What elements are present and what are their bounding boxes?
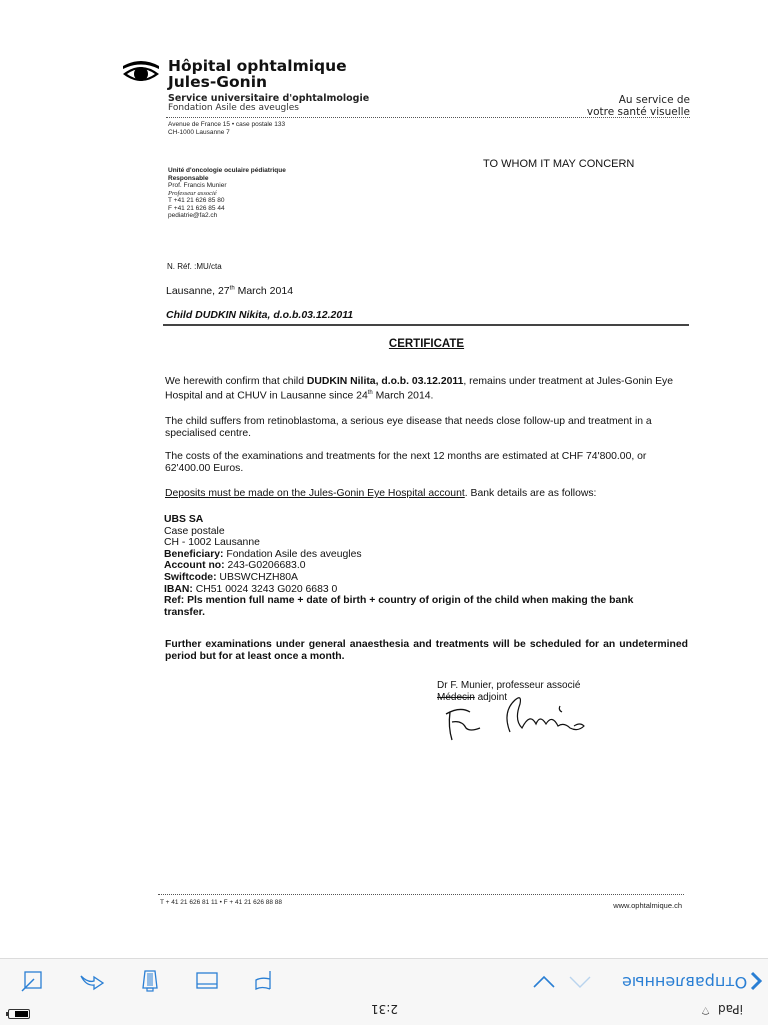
- folder-icon[interactable]: [195, 969, 219, 993]
- p1-bold: DUDKIN Nilita, d.o.b. 03.12.2011: [306, 376, 464, 387]
- unit-fax: F +41 21 626 85 44: [168, 204, 225, 212]
- beneficiary-value: Fondation Asile des aveugles: [223, 548, 362, 560]
- hospital-name: [168, 58, 347, 90]
- unit-role: Responsable: [168, 174, 209, 182]
- bank-name: UBS SA: [164, 514, 204, 525]
- date-prefix: Lausanne, 27: [166, 285, 230, 297]
- chevron-up-icon[interactable]: [532, 969, 556, 993]
- unit-contact-block: [168, 167, 286, 220]
- status-time: 2:31: [371, 1002, 398, 1016]
- paragraph-diagnosis: The child suffers from retinoblastoma, a serious eye disease that needs close follow-up and treatment in a specialised centre.: [165, 416, 652, 439]
- signatory-name: Dr F. Munier, professeur associé: [437, 680, 581, 691]
- wifi-icon: ⌔: [700, 1004, 712, 1018]
- date-sup: th: [229, 285, 235, 292]
- reference-number: N. Réf. :MU/cta: [167, 262, 222, 271]
- hospital-foundation: Fondation Asile des aveugles: [168, 103, 299, 113]
- p4-underlined: Deposits must be made on the Jules-Gonin Eye Hospital account: [165, 488, 465, 499]
- subject-rule: [163, 324, 689, 326]
- hospital-name-line2: Jules-Gonin: [168, 73, 268, 91]
- reply-icon[interactable]: [80, 969, 104, 993]
- compose-icon[interactable]: [20, 969, 44, 993]
- p4-rest: . Bank details are as follows:: [464, 488, 597, 499]
- header-divider: [166, 117, 690, 118]
- unit-title: Professeur associé: [168, 189, 217, 197]
- address-line2: CH-1000 Lausanne 7: [168, 129, 230, 136]
- swift-value: UBSWCHZH80A: [216, 571, 298, 583]
- bank-beneficiary: [164, 549, 664, 561]
- address-line1: Avenue de France 15 • case postale 133: [168, 121, 286, 128]
- bank-iban: [164, 584, 664, 596]
- iban-value: CH51 0024 3243 G020 6683 0: [192, 583, 338, 595]
- flag-icon[interactable]: [252, 969, 276, 993]
- p1-text-a: We herewith confirm that child: [165, 376, 307, 387]
- beneficiary-label: Beneficiary:: [164, 548, 224, 560]
- paragraph-costs: The costs of the examinations and treatments for the next 12 months are estimated at CHF 74'800.00, or 62'400.00 Euros.: [165, 451, 647, 474]
- swift-label: Swiftcode:: [164, 571, 217, 583]
- bank-line2: Case postale: [164, 525, 225, 537]
- bank-swift: [164, 572, 664, 584]
- unit-person: Prof. Francis Munier: [168, 182, 227, 189]
- chevron-down-icon[interactable]: [568, 969, 592, 993]
- struck-word: Médecin: [437, 691, 475, 703]
- unit-email: pediatrie@fa2.ch: [168, 212, 218, 219]
- bank-account: [164, 560, 664, 572]
- tagline-line2: votre santé visuelle: [586, 106, 690, 118]
- p1-text-b: , remains under treatment at Jules-Gonin Eye Hospital and at CHUV in Lausanne since 24: [165, 376, 674, 401]
- account-label: Account no:: [164, 560, 225, 572]
- footer-website: www.ophtalmique.ch: [613, 901, 682, 910]
- hospital-name-line1: Hôpital ophtalmique: [168, 57, 347, 75]
- hospital-subtitle: Service universitaire d'ophtalmologie: [168, 93, 370, 104]
- unit-name: Unité d'oncologie oculaire pédiatrique: [168, 167, 286, 174]
- paragraph-deposits: [165, 488, 688, 500]
- paragraph-further: Further examinations under general anaesthesia and treatments will be scheduled for an undetermined period but for at least once a month.: [165, 639, 688, 662]
- paragraph-confirmation: [165, 376, 688, 401]
- hospital-address: [168, 121, 285, 137]
- unit-phone: T +41 21 626 85 80: [168, 197, 225, 204]
- handwritten-signature: [440, 692, 600, 742]
- footer-divider: [158, 894, 684, 895]
- subject-line: Child DUDKIN Nikita, d.o.b.03.12.2011: [166, 309, 354, 321]
- footer-phones: T + 41 21 626 81 11 • F + 41 21 626 88 88: [160, 899, 283, 906]
- trash-icon[interactable]: [138, 969, 162, 993]
- date-suffix: March 2014: [234, 285, 294, 297]
- iban-label: IBAN:: [164, 583, 193, 595]
- p1-text-c: March 2014.: [372, 389, 434, 401]
- eye-logo-icon: [121, 58, 161, 88]
- bank-details: [164, 514, 664, 618]
- bank-line3: CH - 1002 Lausanne: [164, 537, 260, 549]
- back-chevron-icon[interactable]: [744, 969, 768, 993]
- battery-icon: [8, 1009, 30, 1019]
- status-device: iPad: [718, 1002, 744, 1016]
- recipient-line: TO WHOM IT MAY CONCERN: [483, 158, 635, 170]
- tagline-line1: Au service de: [618, 94, 690, 106]
- letter-date: [166, 285, 293, 297]
- role-rest: adjoint: [474, 691, 508, 703]
- account-value: 243-G0206683.0: [224, 560, 306, 572]
- back-mailbox-label[interactable]: Отправленные: [622, 973, 748, 992]
- bank-ref: Ref: Pls mention full name + date of birth + country of origin of the child when making the bank transfer.: [164, 595, 634, 618]
- p1-sup: th: [367, 389, 373, 396]
- certificate-heading: CERTIFICATE: [388, 338, 465, 350]
- hospital-tagline: [587, 94, 690, 118]
